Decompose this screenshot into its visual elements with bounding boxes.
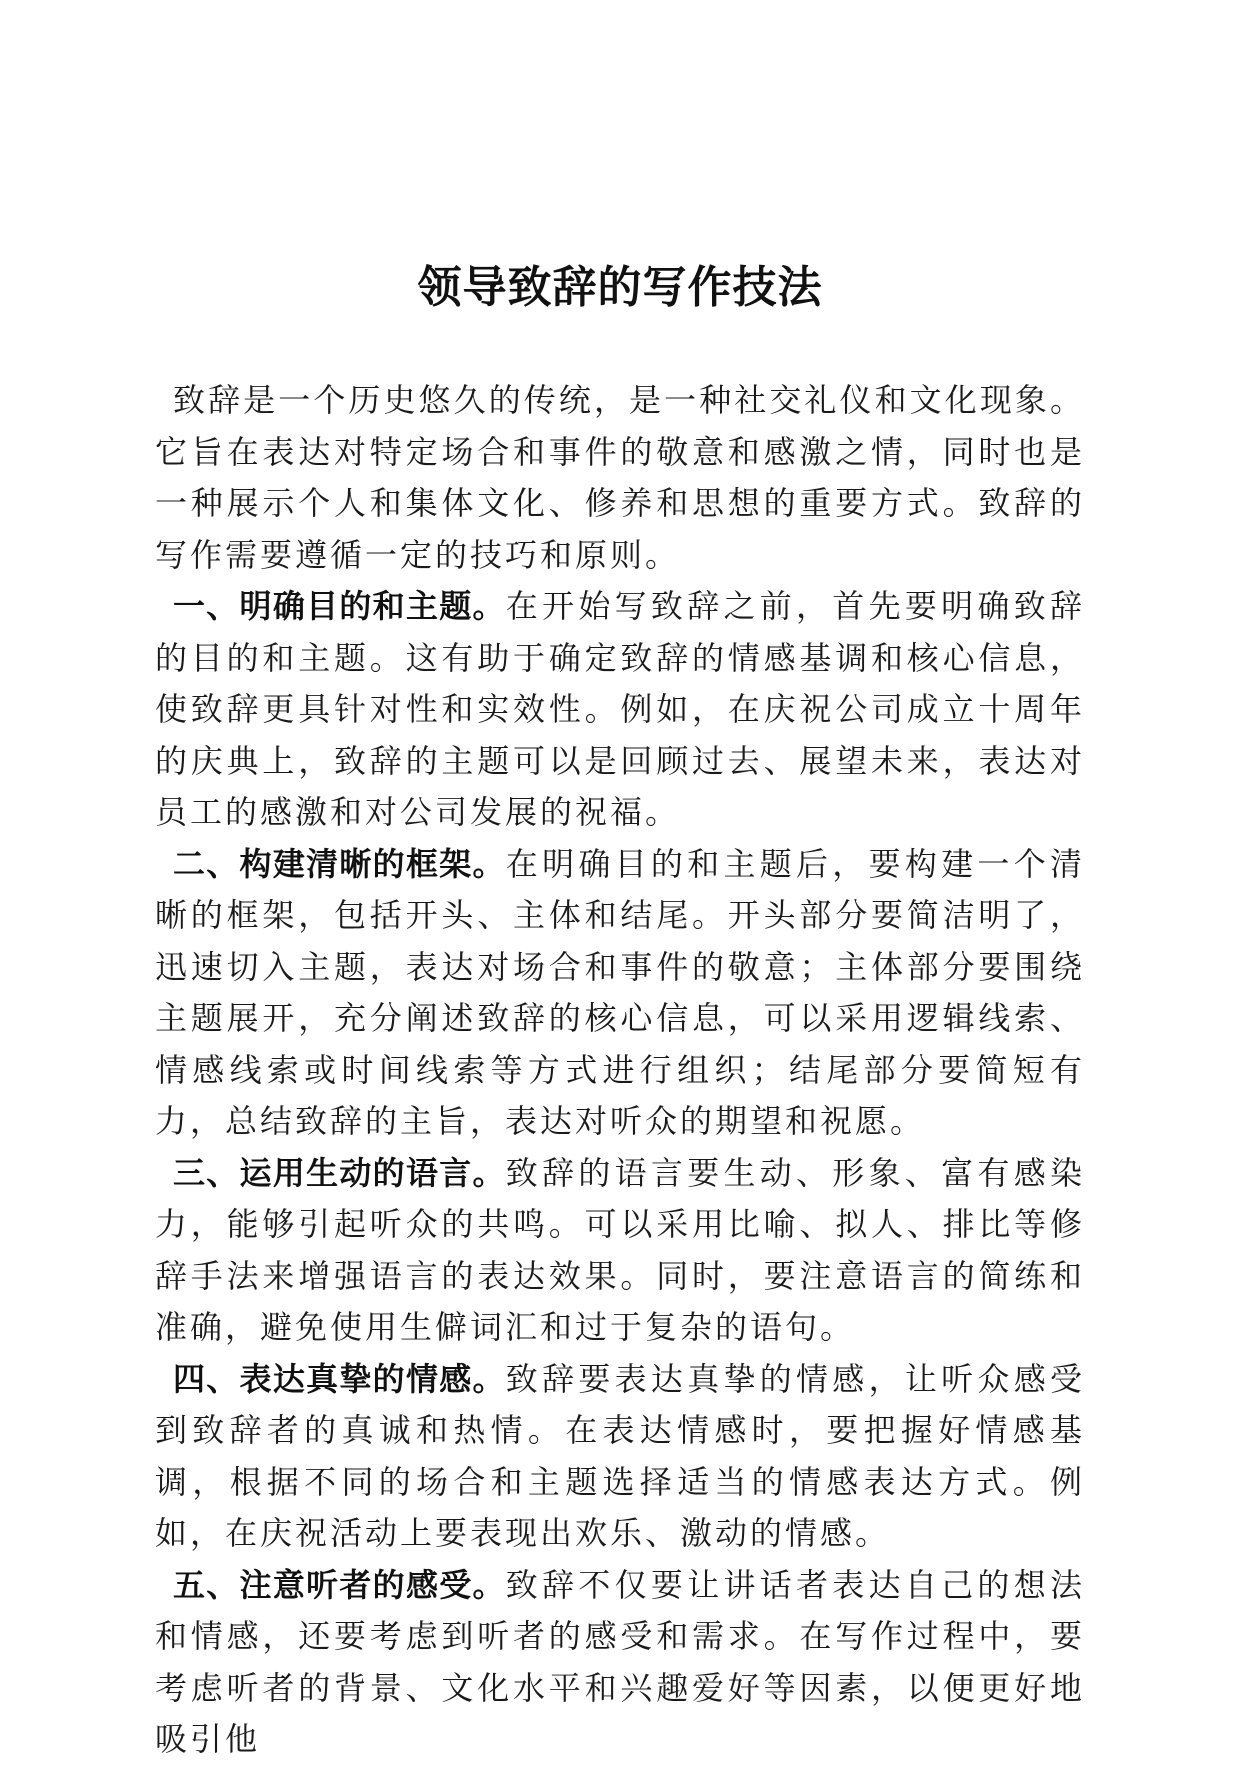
section-paragraph-5 xyxy=(155,1560,1085,1766)
section-text-1: 在开始写致辞之前，首先要明确致辞的目的和主题。这有助于确定致辞的情感基调和核心信息，使致辞更具针对性和实效性。例如，在庆祝公司成立十周年的庆典上，致辞的主题可以是回顾过去、展望未来，表达对员工的感激和对公司发展的祝福。 xyxy=(155,587,1085,831)
document-body xyxy=(155,375,1085,1766)
section-heading-2: 二、构建清晰的框架。 xyxy=(173,844,506,883)
section-text-4: 致辞要表达真挚的情感，让听众感受到致辞者的真诚和热情。在表达情感时，要把握好情感基调，根据不同的场合和主题选择适当的情感表达方式。例如，在庆祝活动上要表现出欢乐、激动的情感。 xyxy=(155,1359,1085,1552)
section-text-3: 致辞的语言要生动、形象、富有感染力，能够引起听众的共鸣。可以采用比喻、拟人、排比等修辞手法来增强语言的表达效果。同时，要注意语言的简练和准确，避免使用生僻词汇和过于复杂的语句。 xyxy=(155,1153,1085,1346)
section-paragraph-3 xyxy=(155,1148,1085,1354)
section-heading-1: 一、明确目的和主题。 xyxy=(173,587,506,625)
section-paragraph-2 xyxy=(155,839,1085,1148)
section-text-2: 在明确目的和主题后，要构建一个清晰的框架，包括开头、主体和结尾。开头部分要简洁明了，迅速切入主题，表达对场合和事件的敬意；主体部分要围绕主题展开，充分阐述致辞的核心信息，可以采用逻辑线索、情感线索或时间线索等方式进行组织；结尾部分要简短有力，总结致辞的主旨，表达对听众的期望和祝愿。 xyxy=(155,844,1085,1140)
section-text-5: 致辞不仅要让讲话者表达自己的想法和情感，还要考虑到听者的感受和需求。在写作过程中，要考虑听者的背景、文化水平和兴趣爱好等因素，以便更好地吸引他 xyxy=(155,1565,1085,1758)
section-heading-3: 三、运用生动的语言。 xyxy=(173,1153,506,1192)
document-title: 领导致辞的写作技法 xyxy=(417,262,823,313)
section-heading-4: 四、表达真挚的情感。 xyxy=(173,1359,506,1398)
section-paragraph-4 xyxy=(155,1354,1085,1560)
intro-paragraph: 致辞是一个历史悠久的传统，是一种社交礼仪和文化现象。它旨在表达对特定场合和事件的敬意和感激之情，同时也是一种展示个人和集体文化、修养和思想的重要方式。致辞的写作需要遵循一定的技巧和原则。 xyxy=(155,381,1085,574)
section-paragraph-1 xyxy=(155,581,1085,839)
section-heading-5: 五、注意听者的感受。 xyxy=(173,1565,506,1604)
